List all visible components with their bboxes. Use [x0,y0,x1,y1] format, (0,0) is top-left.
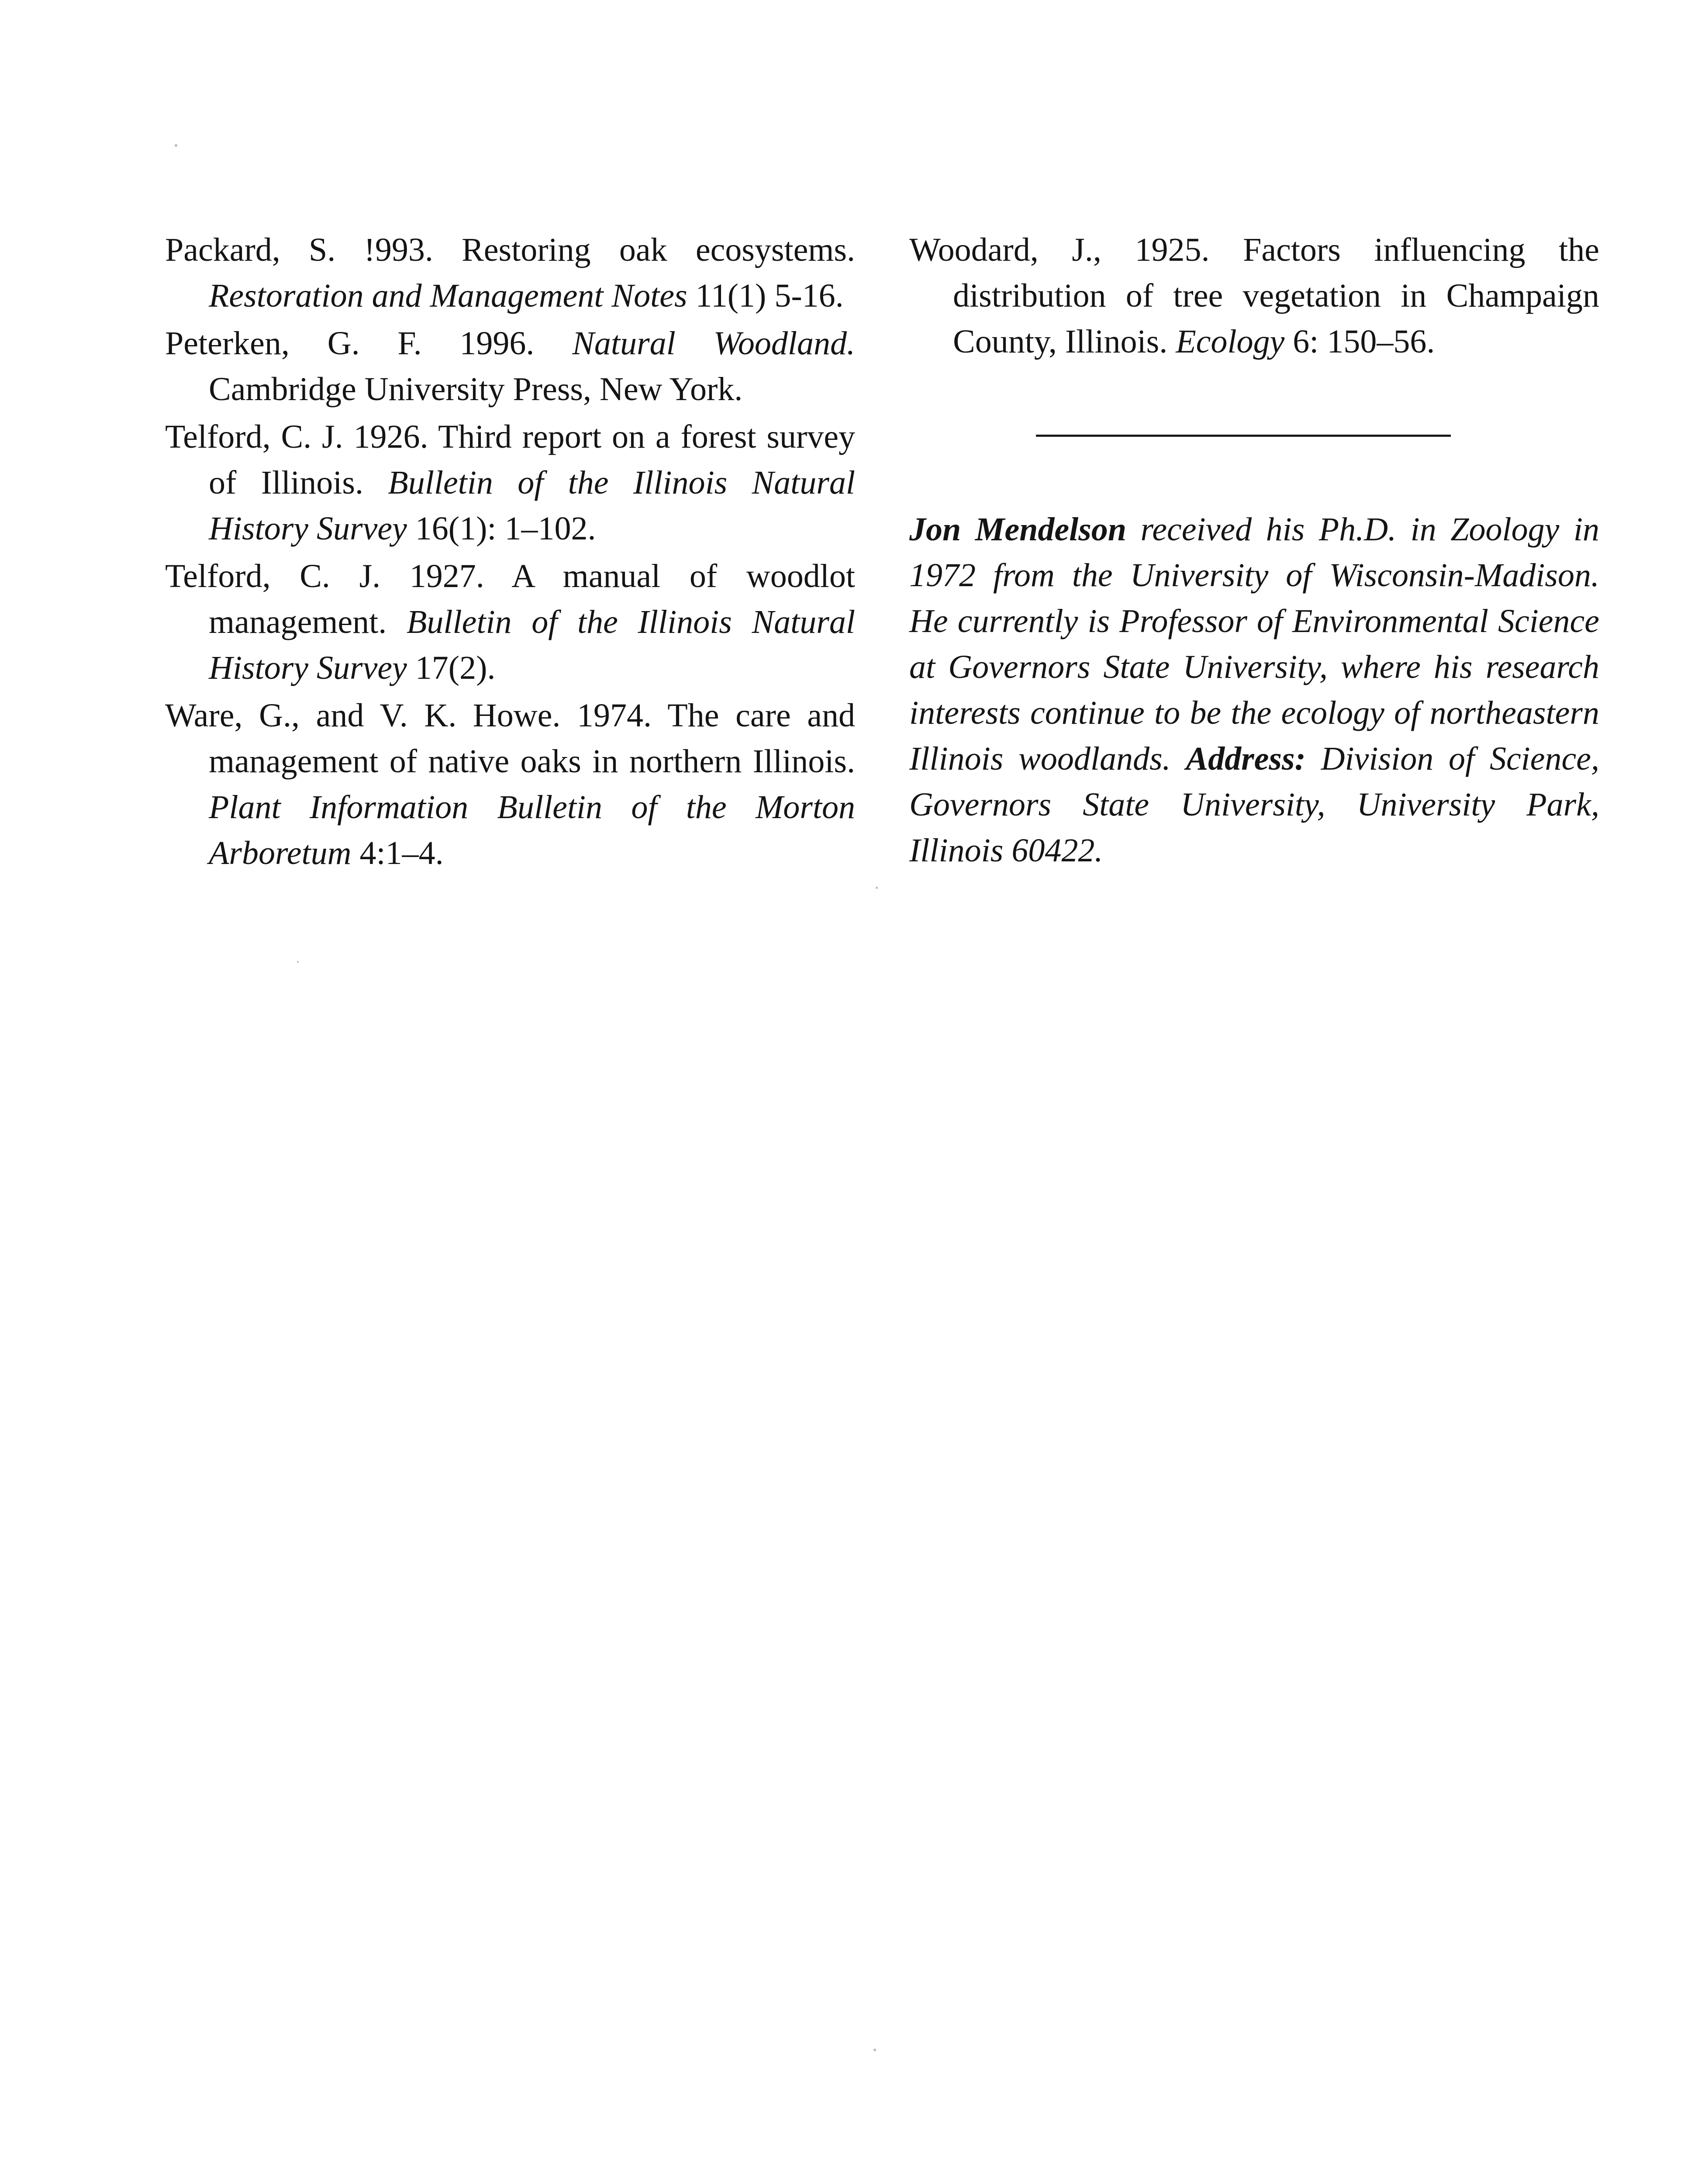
reference-citation: Telford, C. J. 1926. Third report on a forest survey of Illinois. [165,418,855,501]
reference-entry [165,227,855,319]
reference-details: Cambridge University Press, New York. [209,371,743,408]
reference-entry [909,227,1599,365]
reference-citation: Telford, C. J. 1927. A manual of woodlot management. [165,558,855,640]
scan-speck [175,144,177,147]
reference-source: Bulletin of the Illinois Natural History Survey [209,464,855,547]
scan-speck [873,2049,876,2051]
reference-source: Ecology [1176,323,1285,360]
right-column [909,227,1599,874]
references-left-column [165,227,855,878]
reference-details: 11(1) 5-16. [687,277,844,314]
reference-details: 4:1–4. [351,835,444,871]
reference-source: Bulletin of the Illinois Natural History Survey [209,604,855,686]
reference-details: 6: 150–56. [1284,323,1435,360]
reference-details: 17(2). [407,650,496,686]
author-bio-text: received his Ph.D. in Zoology in 1972 from the University of Wisconsin-Madison. He currently is Professor of Environmental Science at Governors State University, where his research interests continue to be the ecology of northeastern Illinois woodlands. [909,511,1599,777]
reference-citation: Packard, S. !993. Restoring oak ecosystems. [165,232,855,268]
reference-entry [165,693,855,876]
reference-citation: Woodard, J., 1925. Factors influencing the distribution of tree vegetation in Champaign County, Illinois. [909,232,1599,360]
reference-citation: Ware, G., and V. K. Howe. 1974. The care and management of native oaks in northern Illinois. [165,697,855,780]
scan-speck [297,961,299,963]
reference-citation: Peterken, G. F. 1996. [165,325,573,362]
reference-entry [165,414,855,552]
author-address: Division of Science, Governors State University, University Park, Illinois 60422. [909,740,1599,869]
reference-source: Natural Woodland. [572,325,855,362]
author-bio [909,507,1599,874]
reference-details: 16(1): 1–102. [407,510,596,547]
address-label: Address: [1186,740,1306,777]
scan-speck [876,887,878,889]
reference-source: Plant Information Bulletin of the Morton Arboretum [209,789,855,871]
reference-entry [165,553,855,691]
reference-source: Restoration and Management Notes [209,277,687,314]
reference-entry [165,321,855,412]
author-name: Jon Mendelson [909,511,1127,548]
section-divider [1036,435,1451,437]
